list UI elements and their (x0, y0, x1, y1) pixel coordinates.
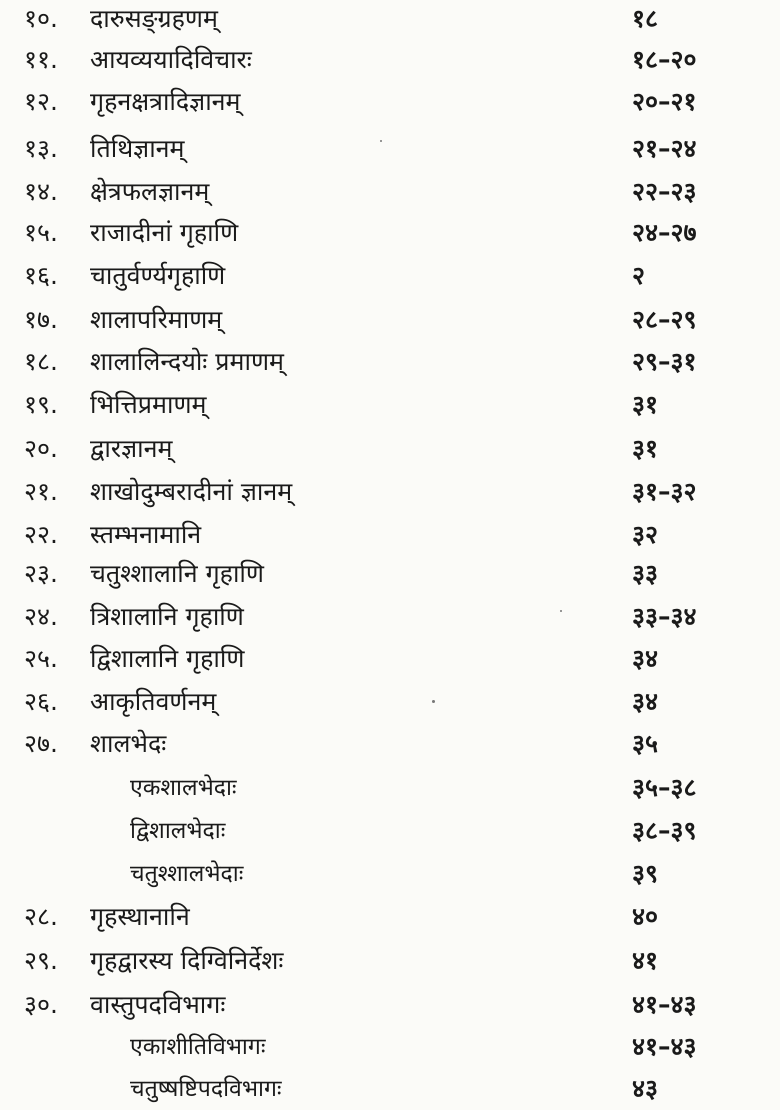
entry-number: २१. (24, 477, 58, 506)
entry-page-range: ४१–४३ (632, 1032, 697, 1061)
entry-title: गृहद्वारस्य दिग्विनिर्देशः (90, 946, 284, 975)
entry-title: आयव्ययादिविचारः (90, 45, 252, 74)
entry-page-range: ३५–३८ (632, 773, 697, 802)
toc-entry (0, 723, 780, 765)
entry-title: चतुश्शालभेदाः (130, 861, 244, 887)
entry-title: त्रिशालानि गृहाणि (90, 602, 244, 631)
toc-entry (0, 128, 780, 170)
toc-subentry (0, 810, 780, 852)
entry-number: १५. (24, 218, 58, 247)
toc-entry (0, 514, 780, 556)
entry-number: २८. (24, 902, 58, 931)
scan-speck (432, 700, 435, 703)
entry-title: द्विशालानि गृहाणि (90, 644, 245, 673)
toc-entry (0, 471, 780, 513)
entry-page-range: ३४ (632, 644, 659, 673)
entry-page-range: ४१–४३ (632, 990, 697, 1019)
entry-page-range: १८–२० (632, 45, 697, 74)
entry-title: शाखोदुम्बरादीनां ज्ञानम् (90, 477, 293, 506)
entry-title: एकशालभेदाः (130, 775, 237, 801)
entry-number: २४. (24, 602, 58, 631)
entry-number: २७. (24, 729, 58, 758)
toc-subentry (0, 1068, 780, 1110)
entry-page-range: २ (632, 261, 646, 290)
entry-page-range: ४० (632, 902, 659, 931)
entry-page-range: ३९ (632, 859, 659, 888)
entry-title: चतुश्शालानि गृहाणि (90, 559, 264, 588)
entry-page-range: १८ (632, 4, 659, 33)
entry-number: २६. (24, 687, 58, 716)
toc-entry (0, 940, 780, 982)
toc-subentry (0, 1026, 780, 1068)
toc-entry (0, 39, 780, 81)
entry-title: राजादीनां गृहाणि (90, 218, 239, 247)
entry-page-range: २९–३१ (632, 347, 697, 376)
entry-title: आकृतिवर्णनम् (90, 687, 217, 716)
entry-title: शालालिन्दयोः प्रमाणम् (90, 347, 284, 376)
toc-entry (0, 81, 780, 123)
entry-page-range: ३२ (632, 520, 659, 549)
entry-title: शालभेदः (90, 729, 167, 758)
entry-number: २३. (24, 559, 58, 588)
entry-page-range: ३३ (632, 559, 659, 588)
toc-entry (0, 299, 780, 341)
entry-page-range: ३४ (632, 687, 659, 716)
entry-title: चातुर्वर्ण्यगृहाणि (90, 261, 226, 290)
entry-title: चतुष्षष्टिपदविभागः (130, 1076, 282, 1102)
entry-title: एकाशीतिविभागः (130, 1034, 266, 1060)
toc-subentry (0, 767, 780, 809)
entry-page-range: ४१ (632, 946, 659, 975)
toc-entry (0, 596, 780, 638)
entry-title: भित्तिप्रमाणम् (90, 390, 207, 419)
entry-page-range: २१–२४ (632, 134, 697, 163)
toc-entry (0, 896, 780, 938)
entry-number: ३०. (24, 990, 58, 1019)
entry-title: स्तम्भनामानि (90, 520, 202, 549)
entry-number: १०. (24, 4, 58, 33)
toc-subentry (0, 853, 780, 895)
entry-number: १८. (24, 347, 58, 376)
entry-number: २५. (24, 644, 58, 673)
entry-number: १३. (24, 134, 58, 163)
scan-speck (560, 610, 562, 612)
entry-title: क्षेत्रफलज्ञानम् (90, 177, 210, 206)
entry-page-range: २४–२७ (632, 218, 697, 247)
toc-entry (0, 384, 780, 426)
entry-page-range: ३८–३९ (632, 816, 697, 845)
toc-entry (0, 212, 780, 254)
toc-entry (0, 171, 780, 213)
toc-entry (0, 0, 780, 40)
entry-page-range: ३१–३२ (632, 477, 697, 506)
toc-entry (0, 553, 780, 595)
toc-entry (0, 984, 780, 1026)
entry-number: १६. (24, 261, 58, 290)
entry-page-range: ४३ (632, 1074, 659, 1103)
entry-page-range: ३१ (632, 434, 659, 463)
entry-number: १९. (24, 390, 58, 419)
toc-entry (0, 681, 780, 723)
entry-title: तिथिज्ञानम् (90, 134, 185, 163)
entry-title: गृहनक्षत्रादिज्ञानम् (90, 87, 241, 116)
entry-page-range: ३५ (632, 729, 659, 758)
toc-entry (0, 255, 780, 297)
toc-entry (0, 428, 780, 470)
entry-title: गृहस्थानानि (90, 902, 190, 931)
entry-number: १२. (24, 87, 58, 116)
entry-page-range: २०–२१ (632, 87, 697, 116)
scan-speck (380, 140, 382, 142)
entry-page-range: ३३–३४ (632, 602, 697, 631)
entry-title: द्वारज्ञानम् (90, 434, 173, 463)
entry-page-range: ३१ (632, 390, 659, 419)
entry-page-range: २२–२३ (632, 177, 697, 206)
entry-number: १४. (24, 177, 58, 206)
entry-number: २२. (24, 520, 58, 549)
entry-title: वास्तुपदविभागः (90, 990, 226, 1019)
entry-number: ११. (24, 45, 58, 74)
entry-title: द्विशालभेदाः (130, 818, 226, 844)
entry-number: २९. (24, 946, 58, 975)
entry-number: १७. (24, 305, 58, 334)
toc-entry (0, 341, 780, 383)
toc-entry (0, 638, 780, 680)
entry-page-range: २८–२९ (632, 305, 697, 334)
entry-title: दारुसङ्ग्रहणम् (90, 4, 218, 33)
entry-title: शालापरिमाणम् (90, 305, 223, 334)
entry-number: २०. (24, 434, 58, 463)
